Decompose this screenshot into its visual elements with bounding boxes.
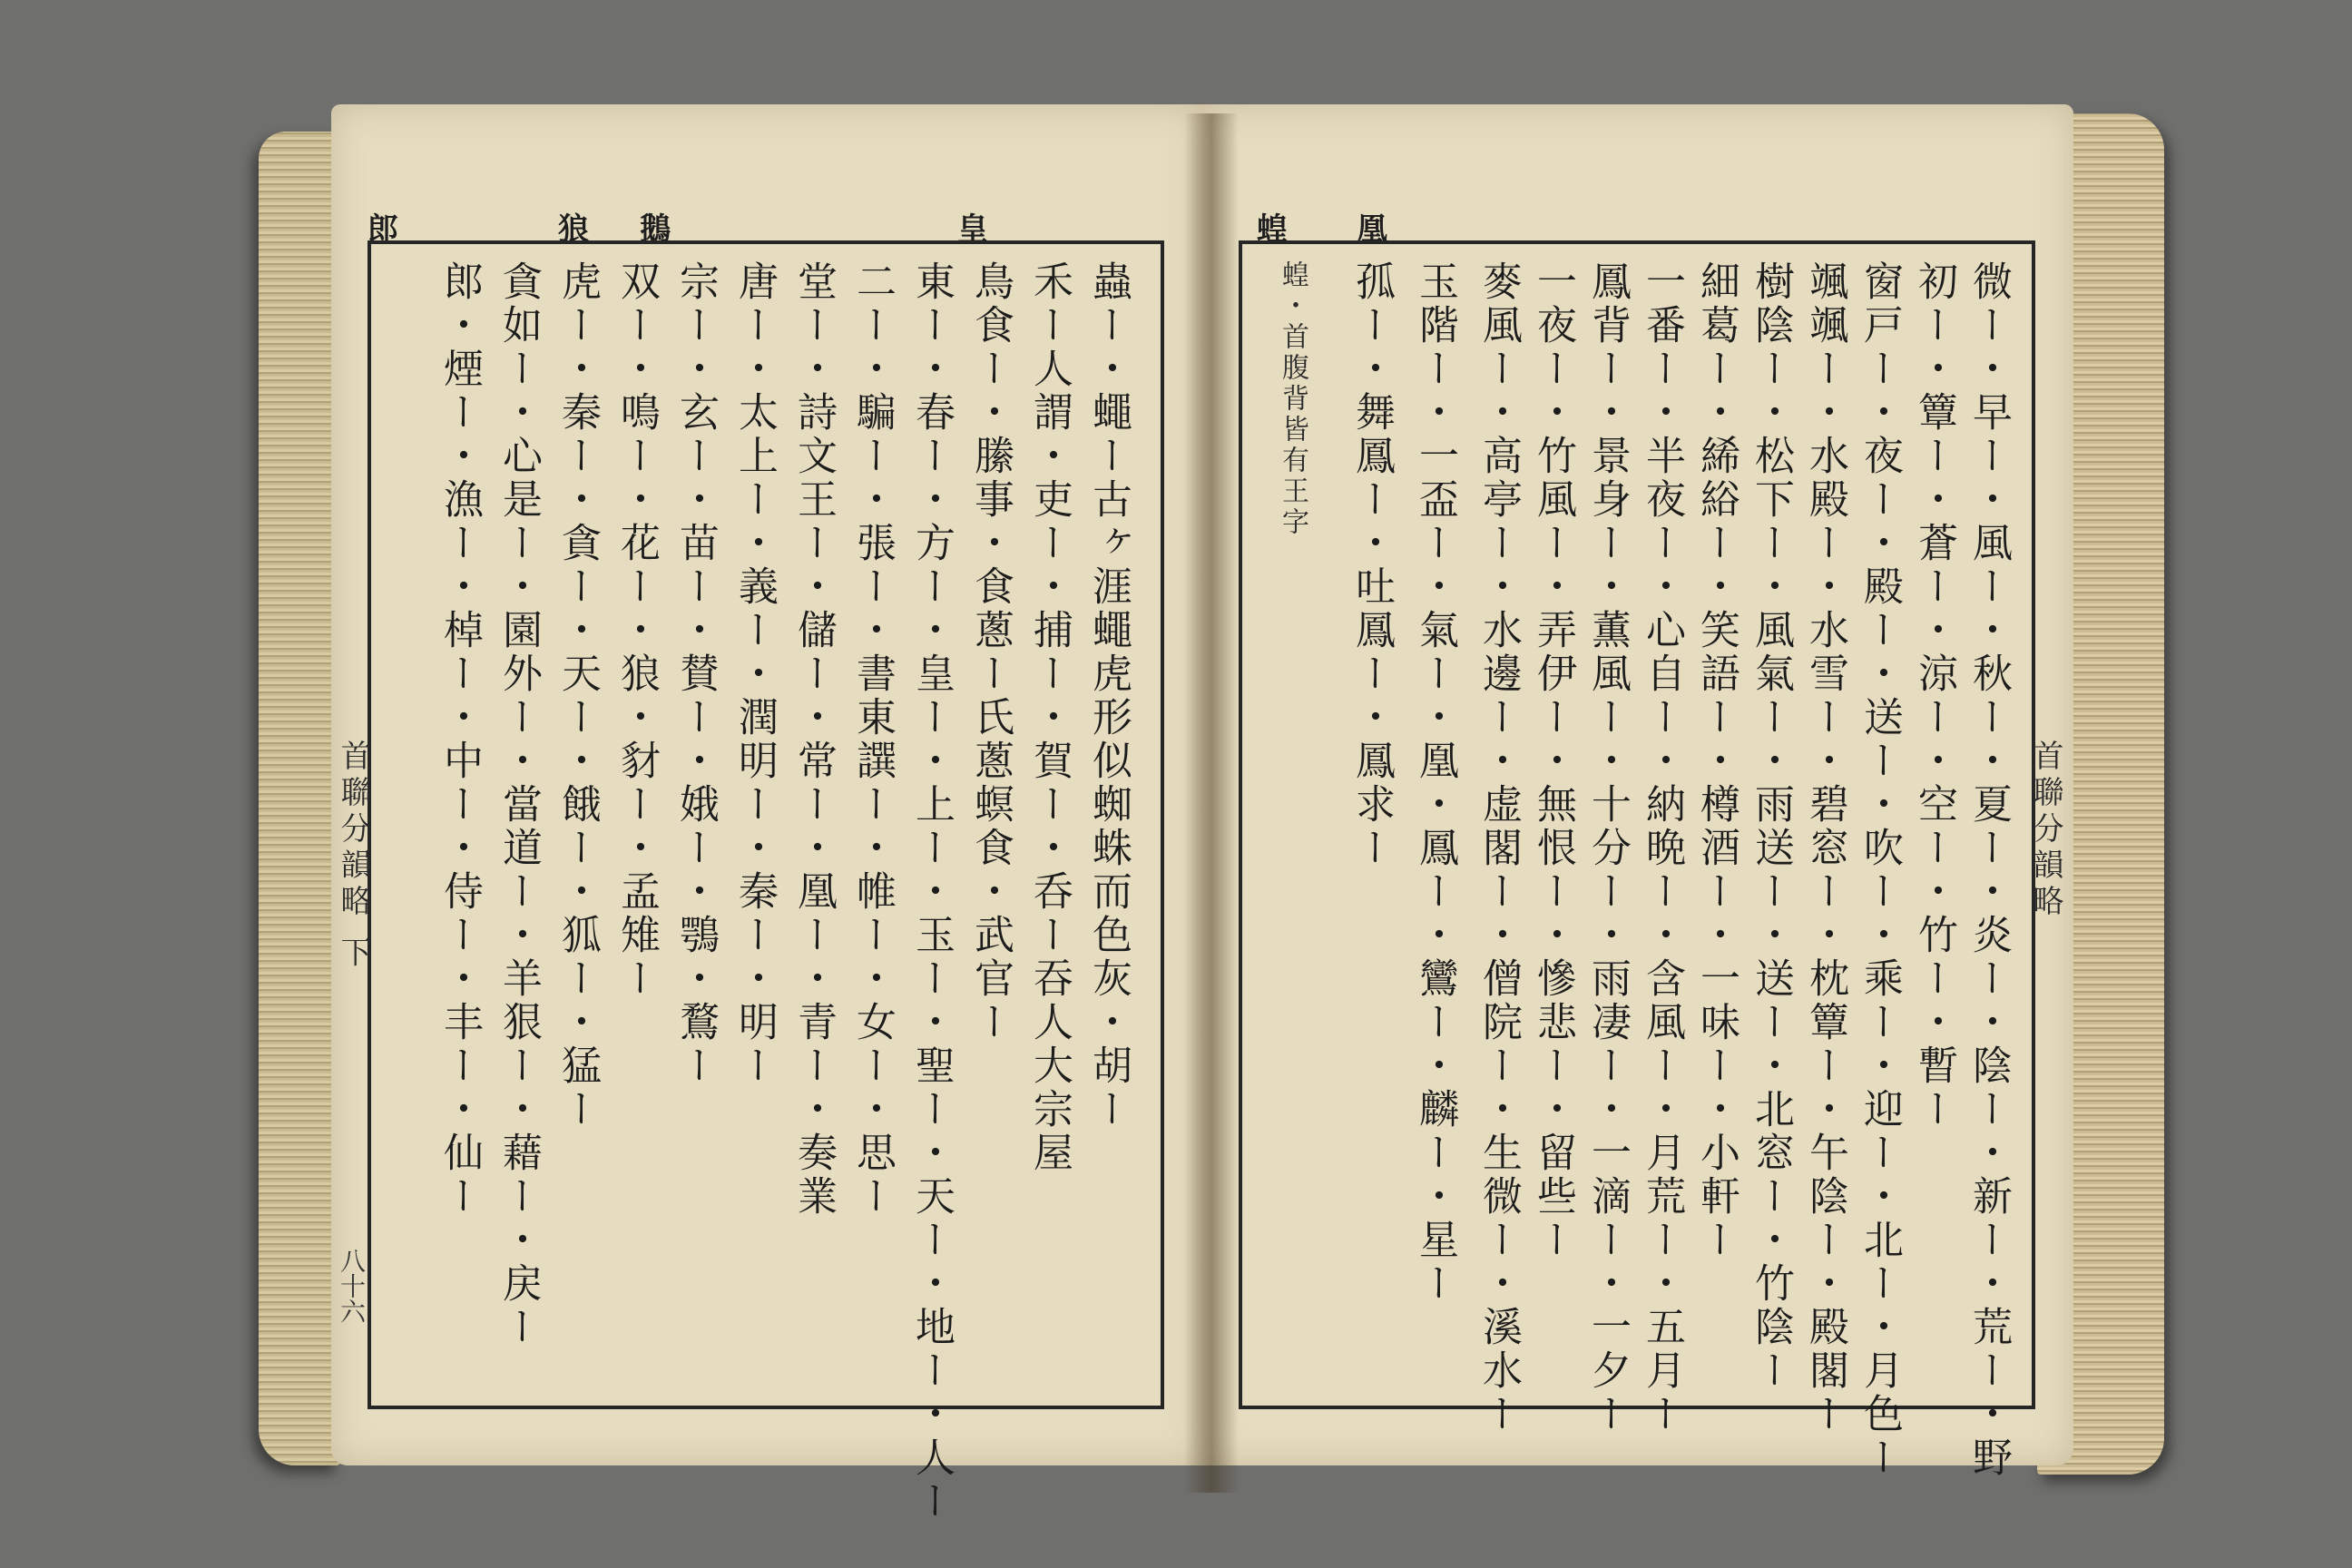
text-column: 窗戸ー・夜ー・殿ー・送ー・吹ー・乘ー・迎ー・北ー・月色ー [1857, 260, 1903, 1480]
left-page-block-edge [259, 132, 340, 1465]
right-header-char: 凰 [1357, 211, 1387, 248]
text-column: 唐ー・太上ー・義ー・潤明ー・秦ー・明ー [731, 260, 778, 1088]
text-column: 堂ー・詩文王ー・儲ー・常ー・凰ー・青ー・奏業 [790, 260, 837, 1219]
text-column: 宗ー・玄ー・苗ー・賛ー・娥ー・鶚・鶩ー [672, 260, 719, 1088]
text-column: 鳥食ー・縢事・食蔥ー氏蔥螟食・武官ー [967, 260, 1014, 1044]
text-column: 東ー・春ー・方ー・皇ー・上ー・玉ー・聖ー・天ー・地ー・人ー [908, 260, 955, 1524]
text-column: 二ー・騙ー・張ー・書東譔ー・帷ー・女ー・思ー [849, 260, 896, 1219]
text-column: 貪如ー・心是ー・園外ー・當道ー・羊狠ー・藉ー・戻ー [495, 260, 542, 1349]
book-spine-gutter [1184, 113, 1239, 1493]
text-column: 虎ー・秦ー・貪ー・天ー・餓ー・狐ー・猛ー [554, 260, 601, 1132]
right-header-char: 蝗 [1257, 211, 1288, 248]
right-marginal-title: 首聯分韻略 [2027, 740, 2063, 921]
text-column: 微ー・早ー・風ー・秋ー・夏ー・炎ー・陰ー・新ー・荒ー・野 [1965, 260, 2012, 1480]
text-column: 郎・煙ー・漁ー・棹ー・中ー・侍ー・丰ー・仙ー [436, 260, 483, 1219]
text-column: 禾ー人謂・吏ー・捕ー・賀ー・呑ー吞人大宗屋 [1026, 260, 1073, 1175]
text-column: 初ー・簟ー・蒼ー・涼ー・空ー・竹ー・暫ー [1911, 260, 1957, 1132]
left-text-frame [368, 240, 1164, 1524]
right-page [1202, 104, 2073, 1480]
left-page [331, 104, 1202, 1524]
left-header-char: 鵝 [640, 211, 671, 248]
left-marginal-title: 首聯分韻略 下 [335, 740, 371, 973]
text-column: 細葛ー・絺綌ー・笑語ー・樽酒ー・一味ー・小軒ー [1693, 260, 1740, 1262]
left-header-char: 狼 [558, 211, 589, 248]
text-column: 樹陰ー・松下ー・風氣ー・雨送ー・送ー・北窓ー・竹陰ー [1748, 260, 1794, 1393]
text-column: 一夜ー・竹風ー・弄伊ー・無恨ー・慘悲ー・留些ー [1530, 260, 1576, 1262]
right-header-row [1239, 204, 2028, 248]
left-header-row [368, 204, 1157, 248]
text-column: 一番ー・半夜ー・心自ー・納晩ー・含風ー・月荒ー・五月ー [1639, 260, 1685, 1436]
left-header-char: 皇 [957, 211, 988, 248]
text-column: 鳳背ー・景身ー・薫風ー・十分ー・雨凄ー・一滴ー・一夕ー [1584, 260, 1631, 1436]
text-column: 玉階ー・一盃ー・氣ー・凰・鳳ー・鸞ー・麟ー・星ー [1412, 260, 1458, 1306]
text-column: 孤ー・舞鳳ー・吐鳳ー・鳳求ー [1348, 260, 1395, 870]
text-column: 蝗・首腹背皆有王字 [1277, 260, 1308, 538]
open-book [259, 95, 2164, 1524]
left-folio-number: 八十六 [337, 1248, 367, 1324]
text-column: 麥風ー・高亭ー・水邊ー・虚閣ー・僧院ー・生微ー・溪水ー [1475, 260, 1522, 1436]
text-column: 双ー・鳴ー・花ー・狼・豺ー・孟雉ー [613, 260, 660, 1001]
text-column: 蟲ー・蠅ー古ヶ涯蠅虎形似蜘蛛而色灰・胡ー [1085, 260, 1132, 1132]
left-header-char: 郎 [368, 211, 398, 248]
right-text-frame [1239, 240, 2035, 1480]
text-column: 颯颯ー・水殿ー・水雪ー・碧窓ー・枕簟ー・午陰ー・殿閣ー [1802, 260, 1848, 1436]
